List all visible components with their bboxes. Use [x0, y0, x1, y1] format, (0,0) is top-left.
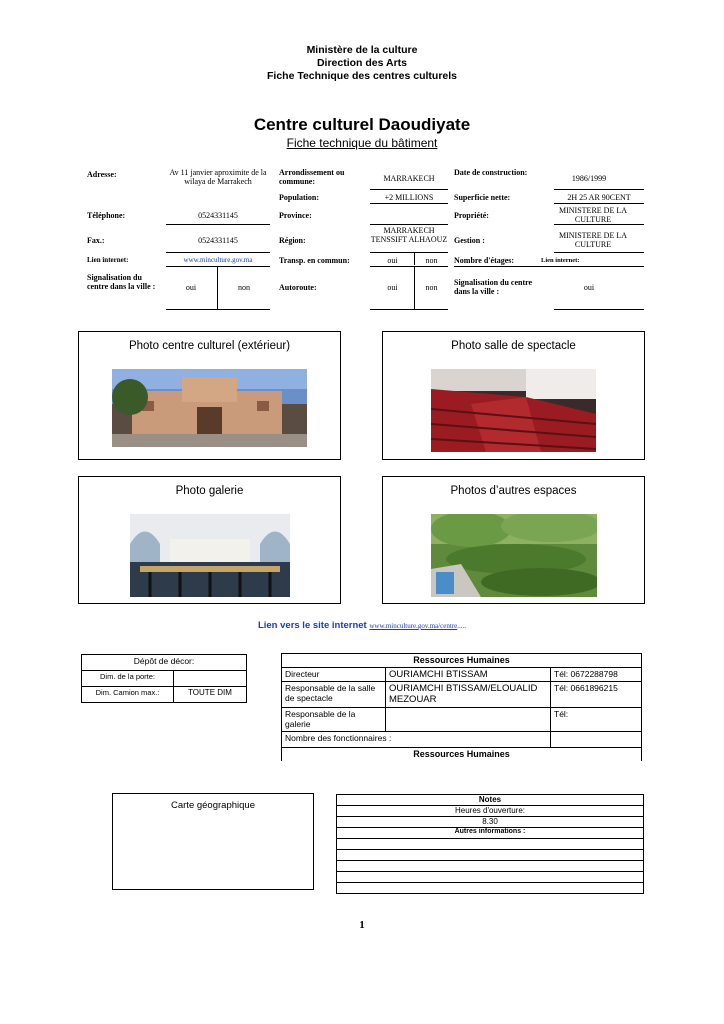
region-value: MARRAKECH TENSSIFT ALHAOUZ	[370, 226, 448, 244]
fax-value: 0524331145	[198, 236, 238, 245]
rh-directeur-label: Directeur	[282, 668, 386, 682]
transp-label: Transp. en commun:	[279, 256, 350, 265]
lien2-label: Lien internet:	[541, 257, 580, 264]
gallery-photo-image	[130, 514, 290, 597]
divider	[554, 203, 644, 204]
lien-value[interactable]: www.minculture.gov.ma	[183, 256, 253, 264]
notes-blank-row	[337, 872, 644, 883]
signal-oui: oui	[185, 283, 197, 292]
depot-camion-value: TOUTE DIM	[174, 687, 247, 703]
rh-table-clip	[281, 653, 642, 761]
divider	[414, 267, 415, 309]
transp-oui: oui	[387, 256, 398, 265]
depot-camion-label: Dim. Camion max.:	[82, 687, 174, 703]
autoroute-non: non	[425, 283, 438, 292]
photo-exterieur-box	[78, 331, 341, 460]
arrondissement-label: Arrondissement ou commune:	[279, 168, 345, 186]
divider	[166, 266, 270, 267]
telephone-label: Téléphone:	[87, 211, 126, 220]
notes-blank-row	[337, 839, 644, 850]
divider	[370, 309, 448, 310]
gallery-photo	[130, 514, 290, 597]
propriete-label: Propriété:	[454, 211, 489, 220]
date-value: 1986/1999	[571, 174, 607, 183]
notes-title: Notes	[337, 795, 644, 806]
etages-label: Nombre d'étages:	[454, 256, 515, 265]
divider	[370, 203, 448, 204]
gestion-label: Gestion :	[454, 236, 485, 245]
carte-box	[112, 793, 314, 890]
signal2-value: oui	[583, 283, 595, 292]
depot-porte-label: Dim. de la porte:	[82, 671, 174, 687]
region-label: Région:	[279, 236, 306, 245]
site-link-suffix: .....	[457, 622, 467, 630]
divider	[217, 267, 218, 309]
arrondissement-value: MARRAKECH	[383, 174, 435, 183]
carte-title: Carte géographique	[171, 800, 255, 811]
population-label: Population:	[279, 193, 320, 202]
adresse-label: Adresse:	[87, 170, 117, 179]
depot-porte-value	[174, 671, 247, 687]
photo-exterieur-title: Photo centre culturel (extérieur)	[128, 340, 291, 352]
rh-salle-name: OURIAMCHI BTISSAM/ELOUALID MEZOUAR	[386, 682, 551, 708]
province-label: Province:	[279, 211, 312, 220]
page-title: Centre culturel Daoudiyate	[253, 115, 471, 134]
rh-table	[281, 653, 642, 761]
divider	[166, 309, 270, 310]
document-type: Fiche Technique des centres culturels	[266, 70, 458, 82]
date-label: Date de construction:	[454, 168, 528, 177]
divider	[166, 252, 270, 253]
rh-title: Ressources Humaines	[282, 654, 642, 668]
notes-heures-value: 8.30	[337, 817, 644, 828]
page-number: 1	[359, 919, 365, 931]
depot-title: Dépôt de décor:	[82, 655, 247, 671]
theatre-photo	[431, 369, 596, 452]
divider	[370, 252, 448, 253]
notes-blank-row	[337, 861, 644, 872]
transp-non: non	[425, 256, 438, 265]
autoroute-oui: oui	[387, 283, 398, 292]
depot-table	[81, 654, 247, 703]
adresse-value: Av 11 janvier aproximite de la wilaya de Marrakech	[169, 168, 267, 186]
photo-salle-title: Photo salle de spectacle	[451, 340, 576, 352]
superficie-label: Superficie nette:	[454, 193, 511, 202]
notes-blank-row	[337, 883, 644, 894]
notes-autres-label: Autres informations :	[337, 828, 644, 839]
rh-galerie-label: Responsable de la galerie	[282, 708, 386, 732]
divider	[454, 266, 644, 267]
site-link-row	[0, 620, 724, 631]
divider	[554, 252, 644, 253]
lien-label: Lien internet:	[87, 256, 129, 264]
rh-galerie-tel: Tél:	[551, 708, 642, 732]
rh-salle-label: Responsable de la salle de spectacle	[282, 682, 386, 708]
signal2-label: Signalisation du centre dans la ville :	[454, 278, 533, 296]
garden-photo	[431, 514, 597, 597]
garden-photo-image	[431, 514, 597, 597]
rh-salle-tel: Tél: 0661896215	[551, 682, 642, 708]
ministry-name: Ministère de la culture	[306, 44, 418, 56]
rh-directeur-name: OURIAMCHI BTISSAM	[386, 668, 551, 682]
exterior-photo-image	[112, 369, 307, 447]
direction-name: Direction des Arts	[316, 57, 408, 69]
rh-fonctionnaires-value	[551, 732, 642, 748]
propriete-value: MINISTERE DE LA CULTURE	[559, 206, 627, 224]
photo-galerie-box	[78, 476, 341, 604]
rh-galerie-name	[386, 708, 551, 732]
population-value: +2 MILLIONS	[384, 193, 434, 202]
notes-table	[336, 794, 644, 894]
signal-label: Signalisation du centre dans la ville :	[87, 273, 156, 291]
divider	[554, 309, 644, 310]
notes-blank-row	[337, 850, 644, 861]
page-subtitle: Fiche technique du bâtiment	[286, 136, 438, 150]
divider	[370, 224, 448, 225]
notes-heures-label: Heures d'ouverture:	[337, 806, 644, 817]
photo-autres-box	[382, 476, 645, 604]
theatre-photo-image	[431, 369, 596, 452]
divider	[166, 224, 270, 225]
site-link-url[interactable]: www.minculture.gov.ma/centre	[369, 622, 458, 630]
autoroute-label: Autoroute:	[279, 283, 317, 292]
divider	[554, 224, 644, 225]
superficie-value: 2H 25 AR 90CENT	[567, 193, 631, 202]
fax-label: Fax.:	[87, 236, 105, 245]
signal-non: non	[238, 283, 250, 292]
rh-fonctionnaires-label: Nombre des fonctionnaires :	[282, 732, 551, 748]
divider	[370, 266, 448, 267]
rh-directeur-tel: Tél: 0672288798	[551, 668, 642, 682]
photo-galerie-title: Photo galerie	[175, 485, 244, 497]
divider	[554, 189, 644, 190]
rh-cut-title: Ressources Humaines	[282, 748, 642, 762]
divider	[370, 189, 448, 190]
photo-salle-box	[382, 331, 645, 460]
telephone-value: 0524331145	[198, 211, 238, 220]
gestion-value: MINISTERE DE LA CULTURE	[559, 231, 627, 249]
photo-autres-title: Photos d’autres espaces	[450, 485, 577, 497]
divider	[414, 253, 415, 265]
exterior-photo	[112, 369, 307, 447]
site-link-label: Lien vers le site internet	[257, 620, 367, 631]
